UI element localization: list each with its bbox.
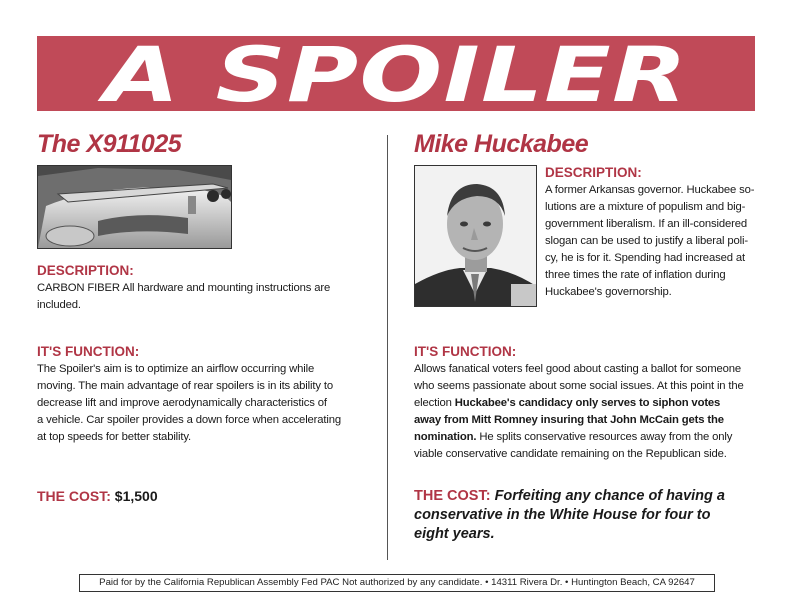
right-cost-line <box>414 487 759 506</box>
right-function-line <box>414 412 754 429</box>
footer-disclaimer: Paid for by the California Republican Assembly Fed PAC Not authorized by any candidate. • 14311 Rivera Dr. • Huntington Beach, CA 92647 <box>99 577 695 588</box>
right-function-bold: Huckabee's candidacy only serves to siphon votes <box>454 397 721 409</box>
left-description-line: CARBON FIBER All hardware and mounting instructions are <box>37 282 331 294</box>
right-function-heading: IT'S FUNCTION: <box>414 344 517 359</box>
right-function-bold: nomination. <box>414 431 477 443</box>
left-function-line: at top speeds for better stability. <box>37 431 192 443</box>
right-function-plain: election <box>414 397 455 409</box>
right-cost-line: conservative in the White House for four to <box>414 507 711 523</box>
left-description-heading: DESCRIPTION: <box>37 263 134 278</box>
right-cost-value: Forfeiting any chance of having a <box>494 488 725 504</box>
footer-disclaimer-box <box>79 574 715 592</box>
left-description-line: included. <box>37 299 81 311</box>
right-description-text <box>545 182 760 301</box>
right-cost-label: THE COST: <box>414 488 491 504</box>
huckabee-portrait-photo <box>414 165 537 307</box>
left-cost-row <box>37 488 158 504</box>
right-function-plain: He splits conservative resources away from the only <box>476 431 733 443</box>
right-description-line: lutions are a mixture of populism and big- <box>545 201 746 213</box>
right-description-line: slogan can be used to justify a liberal poli- <box>545 235 748 247</box>
right-function-bold: away from Mitt Romney insuring that John McCain gets the <box>414 414 724 426</box>
left-cost-value: $1,500 <box>114 488 158 504</box>
right-description-line: Huckabee's governorship. <box>545 286 672 298</box>
right-function-line: Allows fanatical voters feel good about casting a ballot for someone <box>414 363 742 375</box>
right-function-line <box>414 429 754 446</box>
right-description-line: government liberalism. If an ill-considered <box>545 218 748 230</box>
left-function-line: decrease lift and improve aerodynamically characteristics of <box>37 397 327 409</box>
title-banner <box>37 30 755 119</box>
right-function-text <box>414 361 754 463</box>
car-rear-spoiler-icon <box>38 166 231 248</box>
left-column-title: The X911025 <box>37 130 182 158</box>
right-function-line: viable conservative candidate remaining on the Republican side. <box>414 448 727 460</box>
portrait-icon <box>415 166 536 306</box>
right-description-line: three times the rate of inflation during <box>545 269 726 281</box>
right-cost-line: eight years. <box>414 526 495 542</box>
left-function-line: The Spoiler's aim is to optimize an airflow occurring while <box>37 363 315 375</box>
right-description-heading: DESCRIPTION: <box>545 165 642 180</box>
left-description-text <box>37 280 367 314</box>
left-function-text <box>37 361 372 446</box>
left-function-line: moving. The main advantage of rear spoilers is in its ability to <box>37 380 333 392</box>
left-function-heading: IT'S FUNCTION: <box>37 344 140 359</box>
left-function-line: a vehicle. Car spoiler provides a down force when accelerating <box>37 414 342 426</box>
right-function-line <box>414 395 754 412</box>
right-function-line: who seems passionate about some social issues. At this point in the <box>414 380 744 392</box>
column-divider <box>387 135 388 560</box>
right-cost-block <box>414 487 759 544</box>
page-title: A SPOILER <box>103 30 689 119</box>
right-description-line: cy, he is for it. Spending had increased at <box>545 252 745 264</box>
right-column-title: Mike Huckabee <box>414 130 589 158</box>
car-spoiler-photo <box>37 165 232 249</box>
right-description-line: A former Arkansas governor. Huckabee so- <box>545 184 755 196</box>
left-cost-label: THE COST: <box>37 488 111 504</box>
